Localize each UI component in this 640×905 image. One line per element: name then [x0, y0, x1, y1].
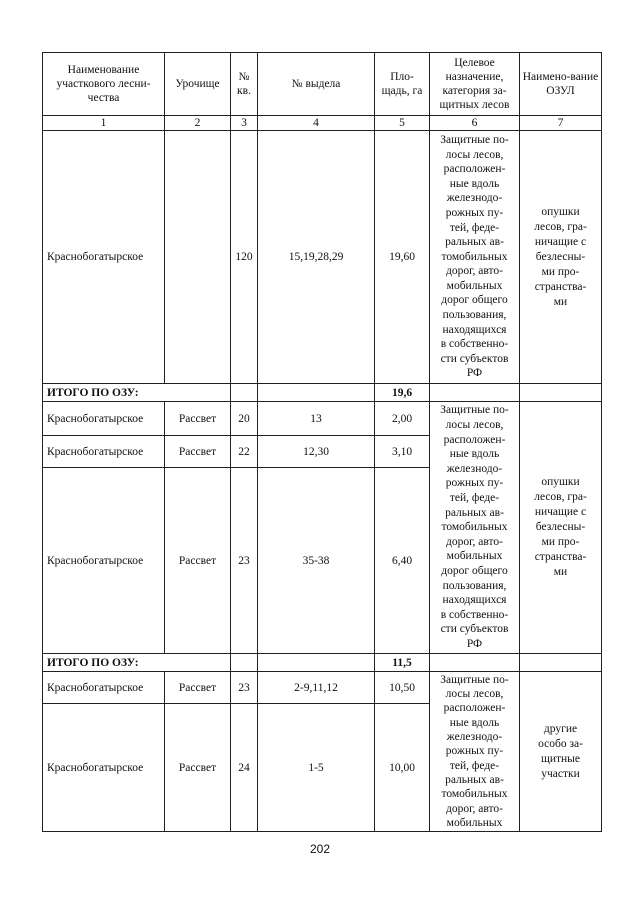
cell-district: Краснобогатырское — [43, 436, 165, 468]
cell-plot: 13 — [258, 402, 375, 436]
column-number: 3 — [231, 116, 258, 131]
cell-purpose: Защитные по- лосы лесов, расположен- ные вдоль железнодо- рожных пу- тей, феде- ральных ав- томобильных дорог, авто- мобильных дорог общего пользования, находящихся в собственно- сти субъектов РФ — [430, 402, 520, 654]
column-number: 7 — [520, 116, 602, 131]
table-row — [43, 672, 602, 704]
cell-plot: 35-38 — [258, 468, 375, 654]
header-purpose: Целевое назначение, категория за-щитных лесов — [430, 53, 520, 116]
total-value: 11,5 — [375, 654, 430, 672]
cell-quarter: 22 — [231, 436, 258, 468]
column-number: 2 — [165, 116, 231, 131]
cell-tract: Рассвет — [165, 436, 231, 468]
header-quarter: № кв. — [231, 53, 258, 116]
cell-area: 10,50 — [375, 672, 430, 704]
table-row — [43, 131, 602, 384]
column-number: 5 — [375, 116, 430, 131]
header-plot: № выдела — [258, 53, 375, 116]
column-number-row — [43, 116, 602, 131]
table-row — [43, 402, 602, 436]
cell-district: Краснобогатырское — [43, 402, 165, 436]
cell-district: Краснобогатырское — [43, 131, 165, 384]
cell-quarter: 23 — [231, 468, 258, 654]
cell-tract — [165, 131, 231, 384]
cell-tract: Рассвет — [165, 402, 231, 436]
cell-plot: 12,30 — [258, 436, 375, 468]
header-ozul: Наимено-вание ОЗУЛ — [520, 53, 602, 116]
total-label: ИТОГО ПО ОЗУ: — [43, 654, 231, 672]
cell-ozul: другие особо за- щитные участки — [520, 672, 602, 832]
total-label: ИТОГО ПО ОЗУ: — [43, 384, 231, 402]
cell-district: Краснобогатырское — [43, 468, 165, 654]
cell-quarter: 20 — [231, 402, 258, 436]
cell-quarter: 23 — [231, 672, 258, 704]
column-number: 1 — [43, 116, 165, 131]
cell-quarter: 24 — [231, 704, 258, 832]
cell-area: 3,10 — [375, 436, 430, 468]
page-number: 202 — [309, 842, 331, 856]
cell-area: 10,00 — [375, 704, 430, 832]
cell-plot: 15,19,28,29 — [258, 131, 375, 384]
cell-area: 6,40 — [375, 468, 430, 654]
cell-tract: Рассвет — [165, 704, 231, 832]
cell-area: 2,00 — [375, 402, 430, 436]
total-row — [43, 384, 602, 402]
header-area: Пло-щадь, га — [375, 53, 430, 116]
cell-tract: Рассвет — [165, 468, 231, 654]
cell-plot: 1-5 — [258, 704, 375, 832]
cell-district: Краснобогатырское — [43, 704, 165, 832]
cell-area: 19,60 — [375, 131, 430, 384]
cell-purpose: Защитные по- лосы лесов, расположен- ные вдоль железнодо- рожных пу- тей, феде- ральных ав- томобильных дорог, авто- мобильных дорог общего пользования, находящихся в собственно- сти субъектов РФ — [430, 131, 520, 384]
total-value: 19,6 — [375, 384, 430, 402]
cell-quarter: 120 — [231, 131, 258, 384]
total-row — [43, 654, 602, 672]
header-row — [43, 53, 602, 116]
forest-table — [42, 52, 602, 832]
column-number: 6 — [430, 116, 520, 131]
header-tract: Урочище — [165, 53, 231, 116]
cell-purpose: Защитные по- лосы лесов, расположен- ные вдоль железнодо- рожных пу- тей, феде- ральных ав- томобильных дорог, авто- мобильных — [430, 672, 520, 832]
cell-plot: 2-9,11,12 — [258, 672, 375, 704]
header-district: Наименование участкового лесни-чества — [43, 53, 165, 116]
cell-tract: Рассвет — [165, 672, 231, 704]
cell-district: Краснобогатырское — [43, 672, 165, 704]
cell-ozul: опушки лесов, гра- ничащие с безлесны- ми про- странства- ми — [520, 402, 602, 654]
cell-ozul: опушки лесов, гра- ничащие с безлесны- ми про- странства- ми — [520, 131, 602, 384]
column-number: 4 — [258, 116, 375, 131]
